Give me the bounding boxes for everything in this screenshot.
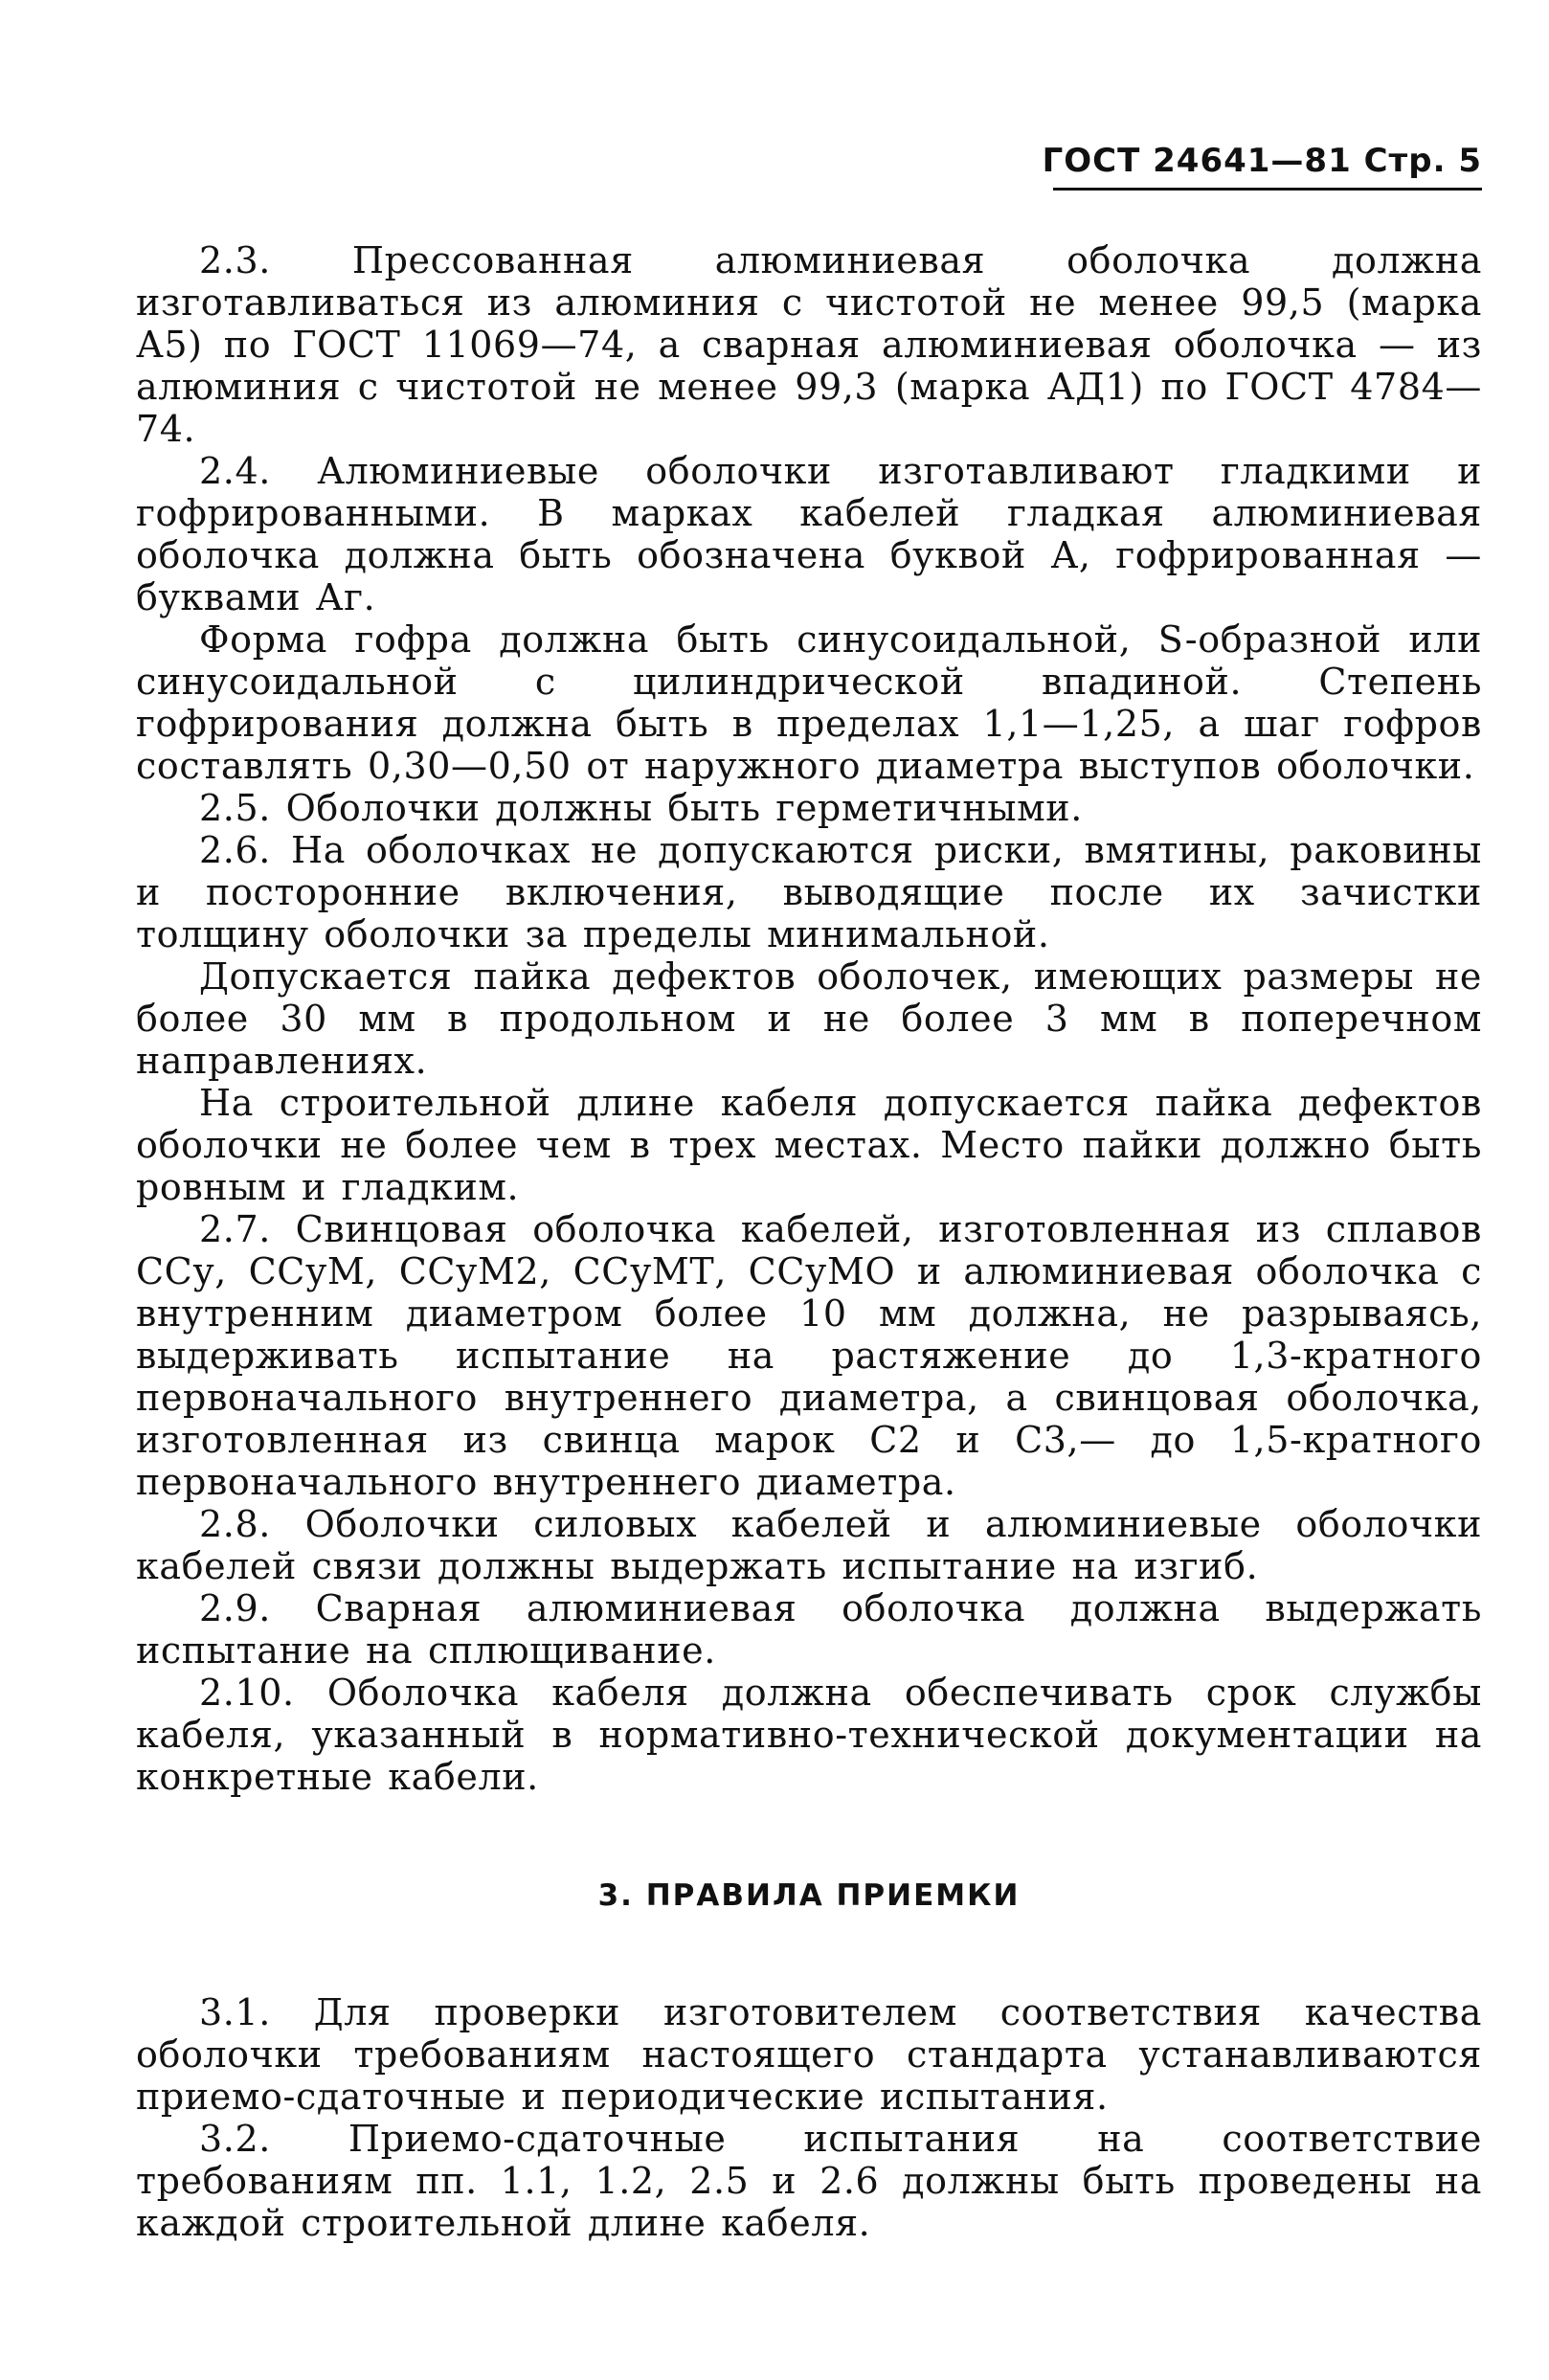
paragraph-2-9: 2.9. Сварная алюминиевая оболочка должна выдержать испытание на сплющивание. [136, 1587, 1482, 1672]
paragraph-soldering-places: На строительной длине кабеля допускается пайка дефектов оболочки не более чем в трех местах. Место пайки должно быть ровным и гладким. [136, 1082, 1482, 1208]
paragraph-2-10: 2.10. Оболочка кабеля должна обеспечивать срок службы кабеля, указанный в нормативно-технической документации на конкретные кабели. [136, 1672, 1482, 1798]
paragraph-defect-soldering: Допускается пайка дефектов оболочек, имеющих размеры не более 30 мм в продольном и не более 3 мм в поперечном направлениях. [136, 955, 1482, 1082]
header-rule [1053, 188, 1482, 191]
paragraph-3-1: 3.1. Для проверки изготовителем соответствия качества оболочки требованиям настоящего стандарта устанавливаются приемо-сдаточные и периодические испытания. [136, 1991, 1482, 2118]
paragraph-corrugation-form: Форма гофра должна быть синусоидальной, S-образной или синусоидальной с цилиндрической впадиной. Степень гофрирования должна быть в пределах 1,1—1,25, а шаг гофров составлять 0,30—0,50 от наружного диаметра выступов оболочки. [136, 618, 1482, 787]
document-body [136, 239, 1482, 2244]
paragraph-2-6: 2.6. На оболочках не допускаются риски, вмятины, раковины и посторонние включения, выводящие после их зачистки толщину оболочки за пределы минимальной. [136, 829, 1482, 955]
paragraph-2-4: 2.4. Алюминиевые оболочки изготавливают гладкими и гофрированными. В марках кабелей гладкая алюминиевая оболочка должна быть обозначена буквой А, гофрированная — буквами Аг. [136, 450, 1482, 618]
section-3-title: 3. ПРАВИЛА ПРИЕМКИ [597, 1878, 1021, 1913]
paragraph-3-2: 3.2. Приемо-сдаточные испытания на соответствие требованиям пп. 1.1, 1.2, 2.5 и 2.6 должны быть проведены на каждой строительной длине кабеля. [136, 2118, 1482, 2244]
paragraph-2-8: 2.8. Оболочки силовых кабелей и алюминиевые оболочки кабелей связи должны выдержать испытание на изгиб. [136, 1503, 1482, 1587]
paragraph-2-5: 2.5. Оболочки должны быть герметичными. [199, 787, 1083, 829]
page-header: ГОСТ 24641—81 Стр. 5 [1042, 142, 1482, 180]
paragraph-2-7: 2.7. Свинцовая оболочка кабелей, изготовленная из сплавов ССу, ССуМ, ССуМ2, ССуМТ, ССуМО и алюминиевая оболочка с внутренним диаметром более 10 мм должна, не разрываясь, выдерживать испытание на растяжение до 1,3-кратного первоначального внутреннего диаметра, а свинцовая оболочка, изготовленная из свинца марок С2 и С3,— до 1,5-кратного первоначального внутреннего диаметра. [136, 1208, 1482, 1503]
paragraph-2-3: 2.3. Прессованная алюминиевая оболочка должна изготавливаться из алюминия с чистотой не менее 99,5 (марка А5) по ГОСТ 11069—74, а сварная алюминиевая оболочка — из алюминия с чистотой не менее 99,3 (марка АД1) по ГОСТ 4784—74. [136, 239, 1482, 450]
